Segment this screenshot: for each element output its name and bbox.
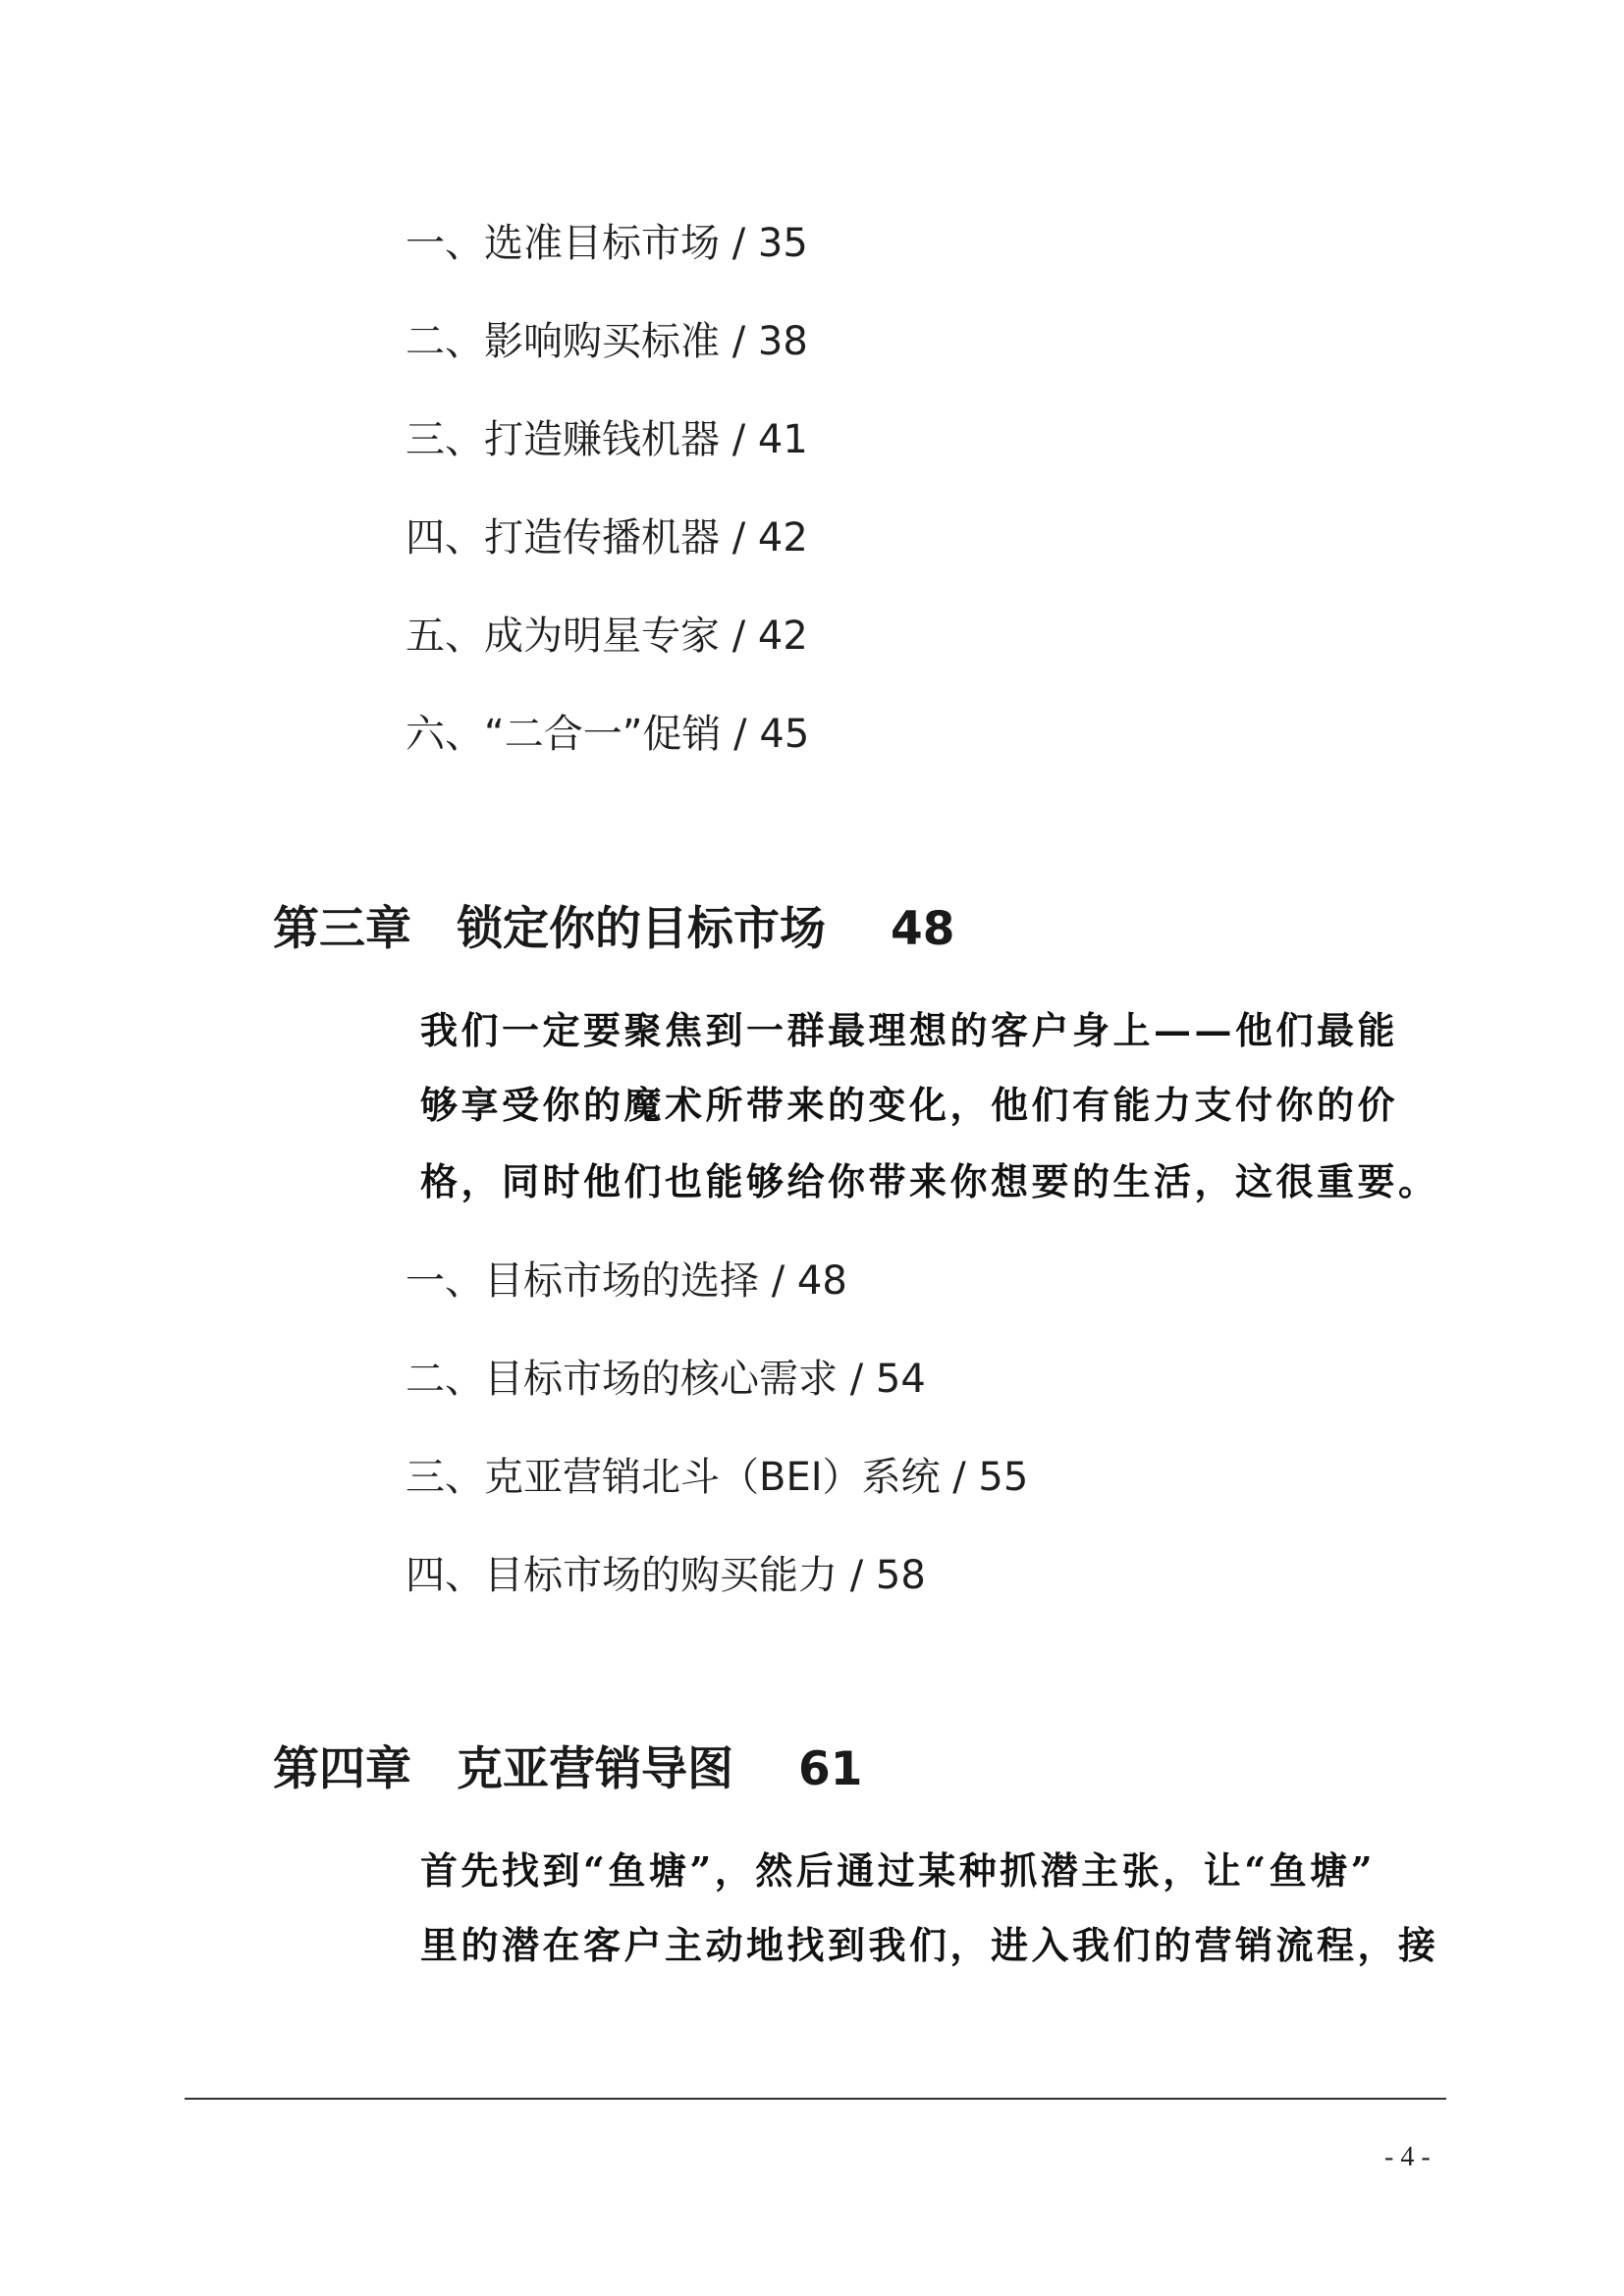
toc-item-page: / 41 (731, 417, 808, 462)
toc-item-label: 六、“二合一”促销 (406, 712, 722, 757)
toc-item-label: 四、打造传播机器 (406, 515, 720, 561)
toc-item-page: / 54 (849, 1357, 926, 1402)
chapter-page-number: 48 (891, 902, 955, 956)
toc-item[interactable] (406, 1254, 847, 1308)
toc-item[interactable] (406, 314, 808, 369)
toc-item-label: 二、目标市场的核心需求 (406, 1357, 838, 1402)
toc-item[interactable] (406, 216, 808, 271)
toc-item-label: 一、选准目标市场 (406, 221, 720, 266)
chapter-heading[interactable] (273, 898, 954, 961)
page-number: - 4 - (1384, 2142, 1431, 2172)
chapter-summary-line: 格，同时他们也能够给你带来你想要的生活，这很重要。 (420, 1159, 1439, 1203)
chapter-summary-line: 里的潜在客户主动地找到我们，进入我们的营销流程，接 (420, 1923, 1439, 1967)
toc-item-label: 一、目标市场的选择 (406, 1258, 759, 1304)
toc-item-label: 二、影响购买标准 (406, 319, 720, 364)
chapter-title: 克亚营销导图 (457, 1742, 733, 1796)
chapter-title: 锁定你的目标市场 (457, 902, 826, 956)
toc-item-page: / 45 (733, 712, 810, 757)
chapter-number: 第三章 (273, 902, 411, 956)
toc-item-label: 五、成为明星专家 (406, 614, 720, 659)
toc-item-label: 三、打造赚钱机器 (406, 417, 720, 462)
toc-item[interactable] (406, 609, 808, 664)
toc-item-page: / 48 (771, 1258, 847, 1304)
toc-item-label: 三、克亚营销北斗（BEI）系统 (406, 1455, 941, 1500)
chapter-number: 第四章 (273, 1742, 411, 1796)
toc-item-page: / 38 (731, 319, 808, 364)
toc-item-page: / 42 (731, 614, 808, 659)
chapter-summary-line: 首先找到“鱼塘”，然后通过某种抓潜主张，让“鱼塘” (420, 1848, 1376, 1893)
chapter-summary-line: 我们一定要聚焦到一群最理想的客户身上——他们最能 (420, 1008, 1399, 1052)
toc-item-page: / 42 (731, 515, 808, 561)
chapter-heading[interactable] (273, 1738, 862, 1801)
toc-item-page: / 55 (952, 1455, 1029, 1500)
toc-item[interactable] (406, 412, 808, 467)
toc-item-page: / 35 (731, 221, 808, 266)
footer-divider (185, 2098, 1446, 2100)
toc-item[interactable] (406, 1450, 1028, 1505)
chapter-summary-line: 够享受你的魔术所带来的变化，他们有能力支付你的价 (420, 1083, 1399, 1127)
toc-item-label: 四、目标市场的购买能力 (406, 1553, 838, 1598)
toc-item-page: / 58 (849, 1553, 926, 1598)
toc-item[interactable] (406, 510, 808, 565)
toc-item[interactable] (406, 1352, 926, 1407)
toc-item[interactable] (406, 1548, 926, 1603)
toc-item[interactable] (406, 707, 809, 762)
chapter-page-number: 61 (798, 1742, 863, 1796)
